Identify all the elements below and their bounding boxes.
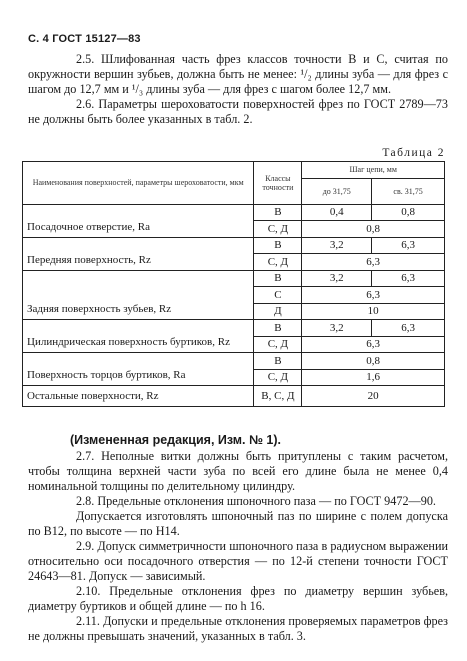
table-caption: Таблица 2 — [382, 147, 445, 159]
paragraph-2-10: 2.10. Предельные отклонения фрез по диаметру вершин зубьев, диаметру буртиков и общей длине — по h 16. — [28, 584, 448, 613]
col-name-header: Наименования поверхностей, параметры шероховатости, мкм — [23, 162, 254, 205]
surface-name: Поверхность торцов буртиков, Ra — [23, 353, 254, 386]
table-row — [23, 386, 445, 407]
table-row — [23, 353, 445, 370]
accuracy-class: С, Д — [254, 221, 302, 238]
roughness-value: 6,3 — [302, 254, 445, 271]
roughness-table — [22, 161, 445, 407]
roughness-value: 3,2 — [302, 320, 372, 337]
roughness-value: 6,3 — [372, 237, 445, 254]
paragraph-2-6: 2.6. Параметры шероховатости поверхностей фрез по ГОСТ 2789—73 не должны быть более указанных в табл. 2. — [28, 97, 448, 126]
accuracy-class: С, Д — [254, 336, 302, 353]
table-row — [23, 204, 445, 221]
surface-name: Задняя поверхность зубьев, Rz — [23, 270, 254, 320]
paragraph-2-8: 2.8. Предельные отклонения шпоночного паза — по ГОСТ 9472—90. — [76, 494, 436, 508]
surface-name: Остальные поверхности, Rz — [23, 386, 254, 407]
paragraph-2-9: 2.9. Допуск симметричности шпоночного паза в радиусном выражении относительно оси посадочного отверстия — по 12-й степени точности ГОСТ 24643—81. Допуск — зависимый. — [28, 539, 448, 583]
paragraph-2-11: 2.11. Допуски и предельные отклонения проверяемых параметров фрез не должны превышать значений, указанных в табл. 3. — [28, 614, 448, 643]
table-row — [23, 270, 445, 287]
table-row — [23, 237, 445, 254]
accuracy-class: Д — [254, 303, 302, 320]
col-step-a-header: до 31,75 — [302, 178, 372, 204]
roughness-value: 20 — [302, 386, 445, 407]
roughness-value: 10 — [302, 303, 445, 320]
paragraph-2-5: 2.5. Шлифованная часть фрез классов точности В и С, считая по окружности вершин зубьев, должна быть не менее: ¹/₂ длины зуба — для фрез с шагом до 12,7 мм и ¹/₃ длины зуба — для фрез с шагом более 12,7 мм. — [28, 52, 448, 96]
table-body — [23, 204, 445, 406]
roughness-value: 6,3 — [372, 320, 445, 337]
roughness-value: 6,3 — [302, 336, 445, 353]
accuracy-class: С, Д — [254, 369, 302, 386]
roughness-value: 0,8 — [302, 353, 445, 370]
accuracy-class: В — [254, 237, 302, 254]
roughness-value: 1,6 — [302, 369, 445, 386]
roughness-value: 3,2 — [302, 270, 372, 287]
roughness-value: 0,8 — [372, 204, 445, 221]
revision-note: (Измененная редакция, Изм. № 1). — [70, 433, 281, 447]
roughness-value: 6,3 — [372, 270, 445, 287]
roughness-value: 6,3 — [302, 287, 445, 304]
accuracy-class: В — [254, 204, 302, 221]
page-header: С. 4 ГОСТ 15127—83 — [28, 33, 141, 45]
accuracy-class: С — [254, 287, 302, 304]
roughness-value: 0,4 — [302, 204, 372, 221]
surface-name: Цилиндрическая поверхность буртиков, Rz — [23, 320, 254, 353]
col-step-header: Шаг цепи, мм — [302, 162, 445, 179]
roughness-value: 3,2 — [302, 237, 372, 254]
accuracy-class: В — [254, 353, 302, 370]
paragraph-2-7: 2.7. Неполные витки должны быть притуплены с таким расчетом, чтобы толщина верхней части зуба по всей его длине была не менее 0,4 номинальной толщины по делительному цилиндру. — [28, 449, 448, 493]
table-row — [23, 320, 445, 337]
top-text — [28, 52, 448, 127]
accuracy-class: С, Д — [254, 254, 302, 271]
col-class-header: Классы точности — [254, 162, 302, 205]
accuracy-class: В — [254, 270, 302, 287]
roughness-value: 0,8 — [302, 221, 445, 238]
accuracy-class: В — [254, 320, 302, 337]
col-step-b-header: св. 31,75 — [372, 178, 445, 204]
bottom-text — [28, 449, 448, 644]
accuracy-class: В, С, Д — [254, 386, 302, 407]
surface-name: Передняя поверхность, Rz — [23, 237, 254, 270]
surface-name: Посадочное отверстие, Ra — [23, 204, 254, 237]
paragraph-tolerance: Допускается изготовлять шпоночный паз по ширине с полем допуска по В12, по высоте — по Н14. — [28, 509, 448, 538]
